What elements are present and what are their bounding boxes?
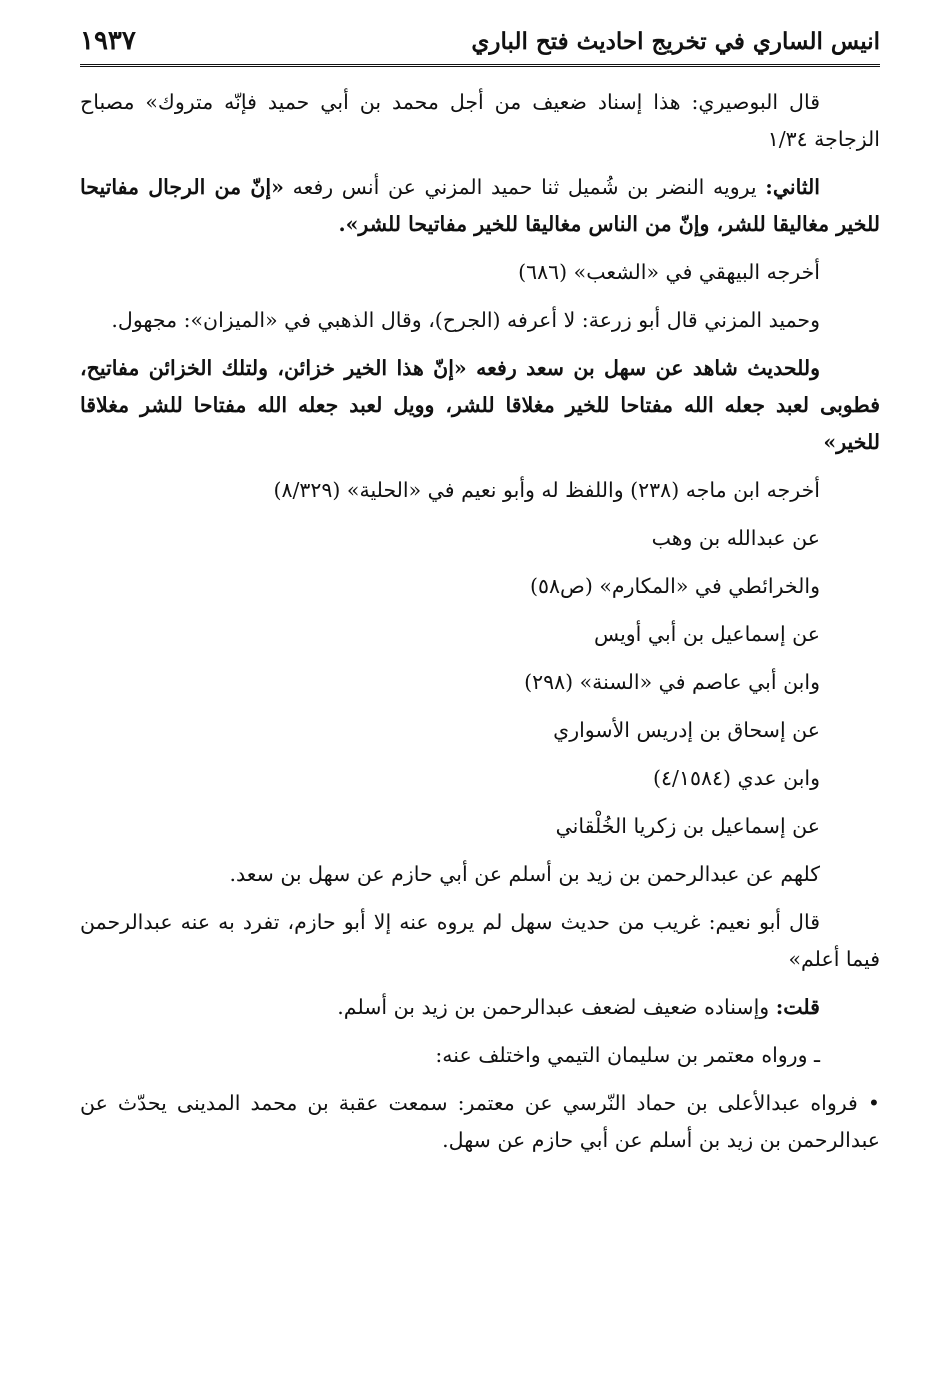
line-all-narrators: كلهم عن عبدالرحمن بن زيد بن أسلم عن أبي حازم عن سهل بن سعد.	[229, 862, 820, 886]
page-header	[80, 26, 880, 67]
paragraph-abdulala: • فرواه عبدالأعلى بن حماد النّرسي عن معتمر: سمعت عقبة بن محمد المدينى يحدّث عن عبدالرحمن بن زيد بن أسلم عن أبي حازم عن سهل.	[80, 1091, 880, 1152]
line-ibn-abi-asim: وابن أبي عاصم في «السنة» (٢٩٨)	[524, 670, 820, 694]
paragraph-mutamir: ـ ورواه معتمر بن سليمان التيمي واختلف عنه:	[435, 1043, 820, 1067]
second-hadith-text: «إنّ من الرجال مفاتيحا للخير مغاليقا للشر، وإنّ من الناس مغاليقا للخير مفاتيحا للشر».	[80, 175, 880, 236]
second-chain: يرويه النضر بن شُميل ثنا حميد المزني عن أنس رفعه	[283, 175, 766, 199]
page-body	[80, 84, 880, 1170]
line-kharaiti: والخرائطي في «المكارم» (ص٥٨)	[530, 574, 820, 598]
second-label: الثاني:	[765, 175, 820, 199]
line-abdullah-wahb: عن عبدالله بن وهب	[651, 526, 820, 550]
paragraph-humaid: وحميد المزني قال أبو زرعة: لا أعرفه (الجرح)، وقال الذهبي في «الميزان»: مجهول.	[111, 308, 820, 332]
line-ibn-adi: وابن عدي (٤/١٥٨٤)	[653, 766, 820, 790]
paragraph-bayhaqi: أخرجه البيهقي في «الشعب» (٦٨٦)	[518, 260, 820, 284]
line-ibn-majah: أخرجه ابن ماجه (٢٣٨) واللفظ له وأبو نعيم في «الحلية» (٨/٣٢٩)	[273, 478, 820, 502]
paragraph-abu-nuaym: قال أبو نعيم: غريب من حديث سهل لم يروه عنه إلا أبو حازم، تفرد به عنه عبدالرحمن فيما أعلم»	[80, 910, 880, 971]
paragraph-busiri: قال البوصيري: هذا إسناد ضعيف من أجل محمد بن أبي حميد فإنّه متروك» مصباح الزجاجة ١/٣٤	[80, 90, 880, 151]
line-ismail-zakariya: عن إسماعيل بن زكريا الخُلْقاني	[555, 814, 820, 838]
line-ismail-uwais: عن إسماعيل بن أبي أويس	[593, 622, 820, 646]
book-title: انيس الساري في تخريج احاديث فتح الباري	[471, 28, 880, 55]
line-ishaq-idris: عن إسحاق بن إدريس الأسواري	[553, 718, 820, 742]
paragraph-second-hadith	[80, 169, 880, 243]
paragraph-qultu	[80, 989, 880, 1026]
paragraph-witness-hadith: وللحديث شاهد عن سهل بن سعد رفعه «إنّ هذا الخير خزائن، ولتلك الخزائن مفاتيح، فطوبى لعبد جعله الله مفتاحا للخير مغلاقا للشر، وويل لعبد جعله الله مفتاحا للشر مغلاقا للخير»	[80, 356, 880, 454]
qultu-text: وإسناده ضعيف لضعف عبدالرحمن بن زيد بن أسلم.	[337, 995, 776, 1019]
qultu-label: قلت:	[775, 995, 820, 1019]
page-number: ١٩٣٧	[80, 26, 136, 56]
